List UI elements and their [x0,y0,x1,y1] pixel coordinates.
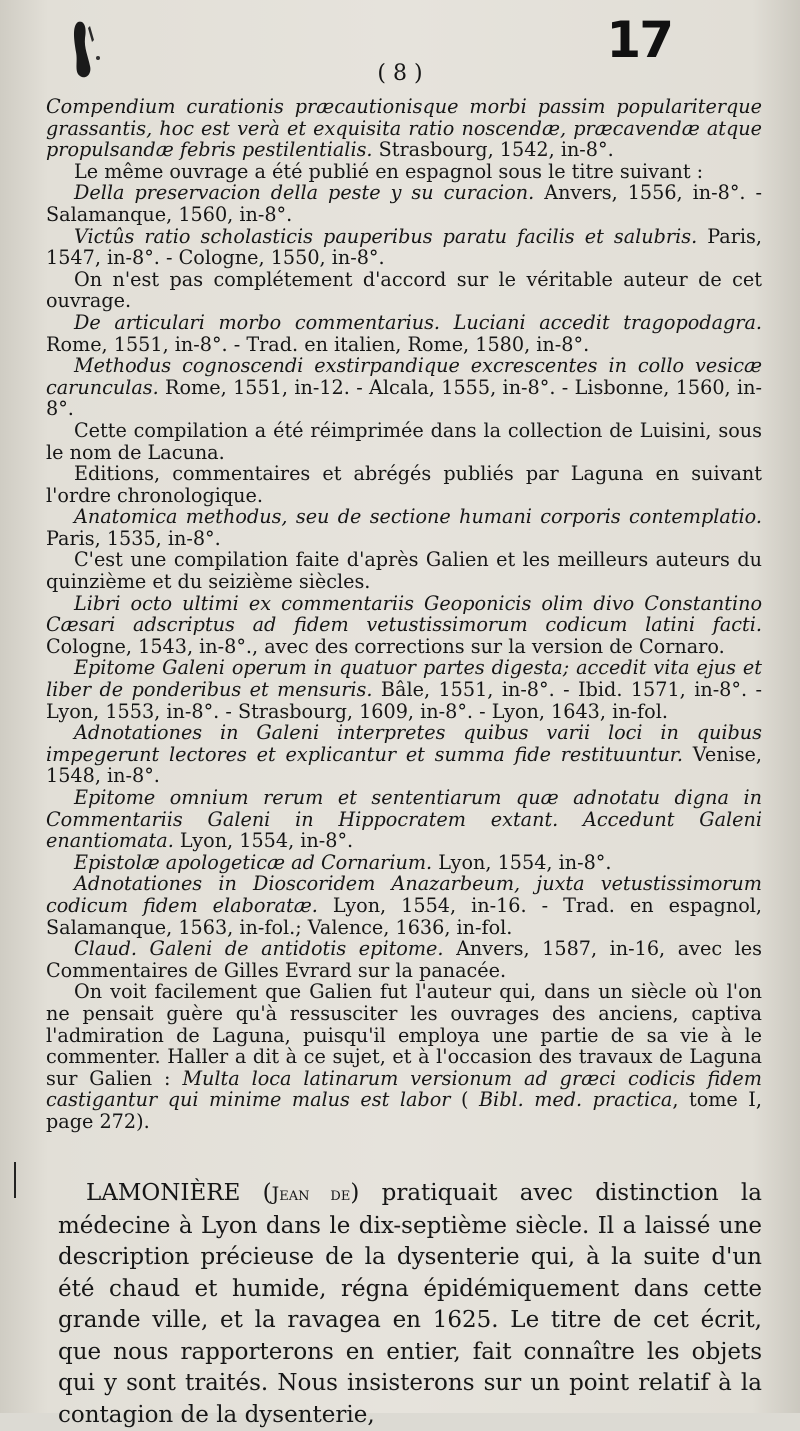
bibliography-entry [46,182,762,225]
bibliography-note [46,549,762,592]
lamoniere-article [58,1178,762,1431]
bibliography-entry [46,226,762,269]
entry-title: Adnotationes in Galeni interpretes quibus varii loci in quibus impegerunt lectores et explicantur et summa fide restituuntur. [46,721,762,766]
entry-details: Bâle, 1551, in-8°. - Ibid. 1571, in-8°. - Lyon, 1553, in-8°. - Strasbourg, 1609, in-8°. - Lyon, 1643, in-fol. [46,678,762,723]
bibliography-note [46,269,762,312]
bibliography-entry [46,355,762,420]
entry-details: Paris, 1535, in-8°. [46,526,221,550]
lamoniere-paragraph [58,1178,762,1431]
entry-details: Rome, 1551, in-12. - Alcala, 1555, in-8°. - Lisbonne, 1560, in-8°. [46,375,762,421]
entry-details: Lyon, 1554, in-8°. [432,850,612,874]
entry-title: Epistolæ apologeticæ ad Cornarium. [74,850,433,874]
bibliography-entry [46,787,762,852]
entry-details: Strasbourg, 1542, in-8°. [372,138,614,162]
entry-details: C'est une compilation faite d'après Galien et les meilleurs auteurs du quinzième et du seizième siècles. [46,548,762,594]
bibliography-note [46,463,762,506]
reference-close: , tome I, page 272). [46,1088,762,1133]
handwritten-folio-number: 17 [606,11,672,69]
entry-details: Paris, 1547, in-8°. - Cologne, 1550, in-8°. [46,224,763,270]
article-text: pratiquait avec distinction la médecine à Lyon dans le dix-septième siècle. Il a laissé une description précieuse de la dysenterie qui, à la suite d'un été chaud et humide, régna épidémiquement dans cette grande ville, et la ravagea en 1625. Le titre de cet écrit, que nous rapporterons en entier, fait connaître les objets qui y sont traités. Nous insisterons sur un point relatif à la contagion de la dysenterie, [58,1180,762,1428]
entry-details: Cologne, 1543, in-8°., avec des corrections sur la version de Cornaro. [46,634,725,658]
bibliography-entry [46,312,762,355]
bibliography-entry [46,873,762,938]
bibliography-entry [46,722,762,787]
closing-text: On voit facilement que Galien fut l'auteur qui, dans un siècle où l'on ne pensait guère qu'à ressusciter les ouvrages des anciens, captiva l'admiration de Laguna, puisqu'il employa une partie de sa vie à le commenter. Haller a dit à ce sujet, et à l'occasion des travaux de Laguna sur Galien : [46,980,762,1090]
entry-title: Methodus cognoscendi exstirpandique excrescentes in collo vesicæ carunculas. [46,354,762,399]
entry-title: Compendium curationis præcautionisque morbi passim populariterque grassantis, hoc est verà et exquisita ratio noscendæ, præcavendæ atque propulsandæ febris pestilentialis. [46,95,762,162]
reference-open: ( [450,1088,479,1112]
bibliography-entry [46,657,762,722]
entry-details: Lyon, 1554, in-8°. [173,829,354,853]
entry-details: Anvers, 1587, in-16, avec les Commentaires de Gilles Evrard sur la panacée. [46,937,762,982]
entry-details: Cette compilation a été réimprimée dans la collection de Luisini, sous le nom de Lacuna. [46,418,762,464]
entry-details: Editions, commentaires et abrégés publiés par Laguna en suivant l'ordre chronologique. [46,462,762,507]
entry-details: Le même ouvrage a été publié en espagnol sous le titre suivant : [74,159,704,183]
bibliography-block [46,96,762,1133]
entry-title: De articulari morbo commentarius. Luciani accedit tragopodagra. [74,310,762,334]
entry-title: Adnotationes in Dioscoridem Anazarbeum, juxta vetustissimorum codicum fidem elaboratæ. [46,872,762,917]
author-close: ) [350,1180,360,1206]
entry-title: Victûs ratio scholasticis pauperibus paratu facilis et salubris. [74,224,698,248]
entry-title: Libri octo ultimi ex commentariis Geoponicis olim divo Constantino Cæsari adscriptus ad fidem vetustissimorum codicum latini facti. [46,591,762,637]
margin-rule [14,1162,16,1198]
entry-details: Rome, 1551, in-8°. - Trad. en italien, Rome, 1580, in-8°. [46,332,590,356]
page-number: ( 8 ) [377,61,423,86]
author-open: ( [240,1180,272,1206]
bibliography-entry [46,593,762,658]
bibliography-note [46,161,762,183]
entry-title: Claud. Galeni de antidotis epitome. [74,937,444,961]
author-name: LAMONIÈRE [86,1180,241,1206]
entry-details: Venise, 1548, in-8°. [46,742,763,788]
bibliography-entry [46,96,762,161]
entry-title: Epitome omnium rerum et sententiarum quæ adnotatu digna in Commentariis Galeni in Hippocratem extant. Accedunt Galeni enantiomata. [46,786,762,853]
bibliography-entry [46,506,762,549]
entry-title: Epitome Galeni operum in quatuor partes digesta; accedit vita ejus et liber de ponderibus et mensuris. [46,656,762,702]
entry-title: Anatomica methodus, seu de sectione humani corporis contemplatio. [74,505,762,529]
haller-quote: Multa loca latinarum versionum ad græci codicis fidem castigantur qui minime malus est labor [46,1066,762,1112]
author-given-name: Jean de [271,1183,351,1205]
reference-title: Bibl. med. practica [478,1088,673,1112]
closing-paragraph [46,981,762,1132]
bibliography-entry [46,938,762,981]
entry-title: Della preservacion della peste y su curacion. [74,181,535,205]
bibliography-note [46,420,762,463]
bibliography-entry [46,852,762,874]
entry-details: On n'est pas complétement d'accord sur le véritable auteur de cet ouvrage. [46,267,762,313]
entry-details: Lyon, 1554, in-16. - Trad. en espagnol, Salamanque, 1563, in-fol.; Valence, 1636, in-fol. [46,893,762,939]
entry-details: Anvers, 1556, in-8°. - Salamanque, 1560, in-8°. [46,181,763,226]
